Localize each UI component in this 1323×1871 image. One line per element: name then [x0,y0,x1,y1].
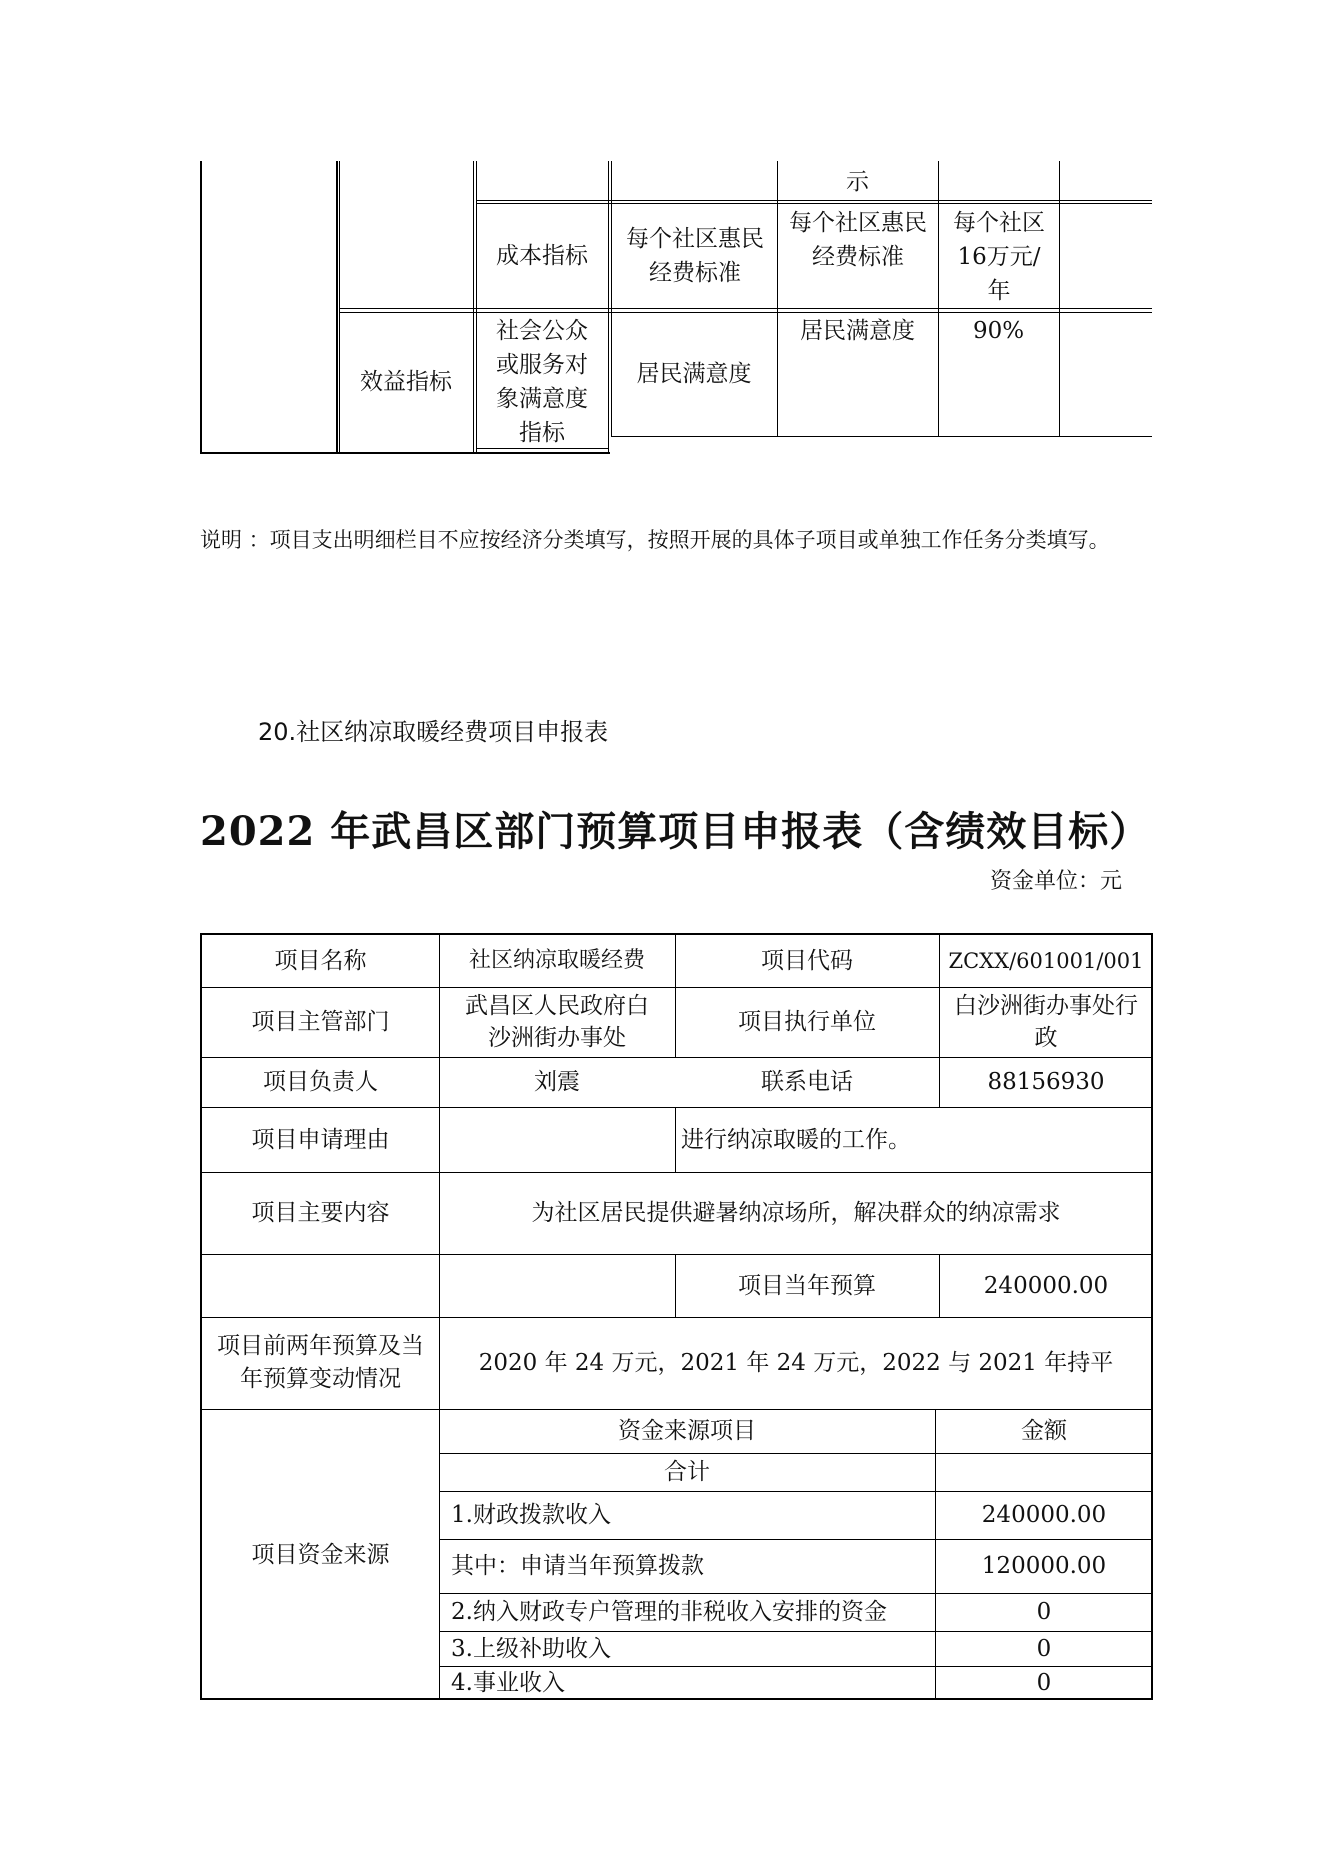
budget-form-table [200,933,1153,1700]
reason-value: 进行纳凉取暖的工作。 [681,1126,911,1153]
unit-label: 资金单位：元 [990,869,1123,894]
leader-label: 项目负责人 [263,1069,378,1095]
cost-indicator-value: 每个社区16万元/年 [953,210,1045,304]
exec-unit-value: 白沙洲街办事处行政 [954,993,1138,1051]
funding-row-total-amount [935,1453,1153,1491]
satisfaction-content: 居民满意度 [800,318,915,344]
dept-label: 项目主管部门 [251,1009,390,1035]
history-value: 2020 年 24 万元，2021 年 24 万元，2022 与 2021 年持平 [478,1350,1114,1376]
funding-row-business-amount: 0 [1036,1670,1052,1696]
reason-label: 项目申请理由 [251,1126,390,1153]
project-code-value: ZCXX/601001/001 [948,949,1144,973]
exec-unit-label: 项目执行单位 [738,1009,876,1035]
cost-indicator-label: 成本指标 [496,243,588,269]
funding-row-non-tax: 2.纳入财政专户管理的非税收入安排的资金 [451,1599,887,1625]
satisfaction-name: 居民满意度 [636,361,752,387]
section-title: 20.社区纳凉取暖经费项目申报表 [258,718,609,746]
budget-value: 240000.00 [983,1272,1109,1299]
funding-row-fiscal-amount: 240000.00 [981,1502,1107,1528]
phone-label: 联系电话 [761,1069,853,1095]
funding-header-amount: 金额 [1021,1418,1067,1444]
continued-cell-text: 示 [846,169,869,195]
funding-row-business: 4.事业收入 [451,1670,565,1696]
funding-row-non-tax-amount: 0 [1036,1599,1052,1625]
cost-indicator-name: 每个社区惠民经费标准 [626,226,764,286]
project-code-label: 项目代码 [761,948,853,974]
funding-header-item: 资金来源项目 [618,1418,756,1444]
satisfaction-value: 90% [972,318,1025,344]
funding-row-total: 合计 [664,1459,710,1485]
funding-row-fiscal: 1.财政拨款收入 [451,1502,611,1528]
funding-row-superior: 3.上级补助收入 [451,1635,611,1662]
phone-value: 88156930 [987,1069,1105,1095]
history-label: 项目前两年预算及当年预算变动情况 [217,1333,424,1392]
content-value: 为社区居民提供避暑纳凉场所，解决群众的纳凉需求 [531,1200,1061,1226]
budget-label: 项目当年预算 [738,1272,876,1299]
satisfaction-category: 社会公众或服务对象满意度指标 [496,318,588,446]
project-name-label: 项目名称 [274,948,367,974]
project-name-value: 社区纳凉取暖经费 [468,948,645,973]
funding-row-current-year: 其中：申请当年预算拨款 [451,1553,704,1579]
content-label: 项目主要内容 [251,1200,390,1226]
funding-row-current-year-amount: 120000.00 [981,1553,1107,1579]
form-title: 2022 年武昌区部门预算项目申报表（含绩效目标） [200,808,1151,855]
dept-value: 武昌区人民政府白沙洲街办事处 [465,993,649,1051]
funding-label: 项目资金来源 [251,1541,390,1568]
leader-value: 刘震 [534,1069,580,1095]
funding-row-superior-amount: 0 [1036,1635,1052,1662]
note-text: 说明 ：项目支出明细栏目不应按经济分类填写，按照开展的具体子项目或单独工作任务分类填写。 [200,528,1110,552]
benefit-indicator-label: 效益指标 [360,369,452,395]
cost-indicator-content: 每个社区惠民经费标准 [789,210,927,270]
